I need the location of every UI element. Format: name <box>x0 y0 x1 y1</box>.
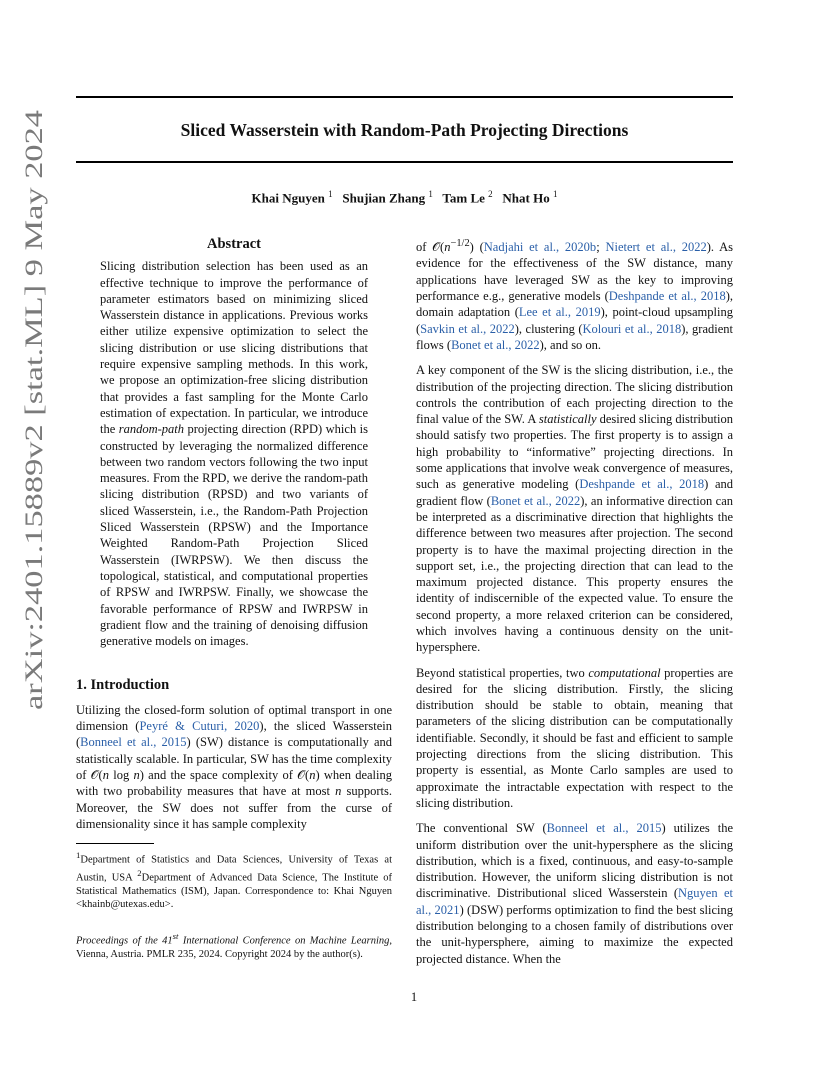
author-name: Tam Le <box>442 190 485 206</box>
citation-link[interactable]: Kolouri et al., 2018 <box>582 321 682 336</box>
citation-link[interactable]: Nadjahi et al., 2020b <box>483 240 597 255</box>
citation-link[interactable]: Deshpande et al., 2018 <box>608 289 726 304</box>
citation-link[interactable]: Bonneel et al., 2015 <box>80 735 187 750</box>
author-affiliation: 1 <box>552 189 558 199</box>
author-affiliation: 1 <box>428 189 433 199</box>
citation-link[interactable]: Bonet et al., 2022 <box>490 493 581 508</box>
page-number: 1 <box>410 990 418 1004</box>
citation-link[interactable]: Lee et al., 2019 <box>518 305 601 320</box>
affiliation-footnote: $^1$Department of Statistics and Data Sciences, University of Texas at Austin, USA $^2$Department of Advanced Data Science, The Institute of Statistical Mathematics (ISM), Japan. Correspondence to: Khai Nguyen <khainb@utexas.edu>. <box>76 850 392 911</box>
left-column <box>76 236 392 961</box>
arxiv-sidebar <box>12 40 52 770</box>
citation-link[interactable]: Bonneel et al., 2015 <box>546 821 662 836</box>
intro-paragraph: Utilizing the closed-form solution of optimal transport in one dimension (Peyré & Cuturi, 2020), the sliced Wasserstein (Bonneel et al., 2015) (SW) distance is computationally and statistically scalable. In particular, SW has the time complexity of 𝒪(n log n) and the space complexity of 𝒪(n) when dealing with two probability measures that have at most n supports. Moreover, the SW does not suffer from the curse of dimensionality since it has sample complexity <box>76 702 393 831</box>
author-name: Shujian Zhang <box>342 190 426 206</box>
abstract-emphasis: random-path <box>118 422 185 437</box>
citation-link[interactable]: Deshpande et al., 2018 <box>579 477 705 492</box>
author-name: Khai Nguyen <box>251 190 325 206</box>
section-heading-introduction: 1. Introduction <box>76 677 170 694</box>
paper-title: Sliced Wasserstein with Random-Path Projecting Directions <box>180 120 629 140</box>
right-column <box>416 236 733 976</box>
body-paragraph: of $𝒪(n^{-1/2})$ (Nadjahi et al., 2020b; Nietert et al., 2022). As evidence for the effectiveness of the SW distance, many applications have leveraged SW as the key to improving performance e.g., generative models (Deshpande et al., 2018), domain adaptation (Lee et al., 2019), point-cloud upsampling (Savkin et al., 2022), clustering (Kolouri et al., 2018), gradient flows (Bonet et al., 2022), and so on. <box>416 238 734 352</box>
arxiv-identifier: arXiv:2401.15889v2 [stat.ML] 9 May 2024 <box>21 273 48 710</box>
footnote-rule <box>76 843 154 844</box>
author-name: Nhat Ho <box>502 190 550 206</box>
author-affiliation: 1 <box>328 189 333 199</box>
author-affiliation: 2 <box>488 189 493 199</box>
citation-link[interactable]: Peyré & Cuturi, 2020 <box>139 719 260 734</box>
body-paragraph: The conventional SW (Bonneel et al., 2015) utilizes the uniform distribution over the unit-hypersphere as the slicing distribution, which is a fixed, continuous, and easy-to-sample distribution. However, the uniform slicing distribution is not discriminative. Distributional sliced Wasserstein (Nguyen et al., 2021) (DSW) performs optimization to find the best slicing distribution belonging to a chosen family of distributions over the unit-hypersphere, aiming to maximize the expected projected distance. When the <box>416 821 734 966</box>
citation-link[interactable]: Nguyen et al., 2021 <box>416 886 733 917</box>
abstract-text: Slicing distribution selection has been used as an effective technique to improve the performance of parameter estimators based on minimizing sliced Wasserstein distance in applications. Previous works either utilize expensive optimization to select the slicing distribution or use slicing distributions that require expensive sampling methods. In this work, we propose an optimization-free slicing distribution that provides a fast sampling for the Monte Carlo estimation of expectation. In particular, we introduce the <box>100 259 368 437</box>
body-paragraph: A key component of the SW is the slicing distribution, i.e., the distribution of the projecting direction. The slicing distribution controls the contribution of each projecting direction to the final value of the SW. A statistically desired slicing distribution should satisfy two properties. The first property is to assign a high probability to “informative” projecting directions. In some applications that involve weak convergence of measures, such as generative modeling (Deshpande et al., 2018) and gradient flow (Bonet et al., 2022), an informative direction can be interpreted as a discriminative direction that highlights the difference between two measures after projection. The second property is to have the maximal projecting direction in the support set, i.e., the projecting direction that can lead to the maximum projected distance. This property ensures the identity of indiscernible of the expected value. To ensure the second property, a more relaxed criterion can be considered, which involves having a continuous density on the unit-hypersphere. <box>416 363 733 655</box>
citation-link[interactable]: Savkin et al., 2022 <box>420 321 515 336</box>
title-rule-top <box>76 96 733 98</box>
author-list <box>76 189 733 206</box>
body-paragraph: Beyond statistical properties, two computational properties are desired for the slicing distribution. Firstly, the slicing distribution should be stable to obtain, meaning that parameters of the slicing distribution can be computationally identifiable. Secondly, it should be fast and efficient to sample projecting directions from the slicing distribution. This property is essential, as Monte Carlo samples are used to approximate the intractable expectation with respect to the slicing distribution. <box>416 665 733 810</box>
abstract-body <box>76 258 392 649</box>
title-rule-bottom <box>76 161 733 163</box>
citation-link[interactable]: Bonet et al., 2022 <box>451 337 540 352</box>
proceedings-note: Proceedings of the 41st International Conference on Machine Learning, Vienna, Austria. PMLR 235, 2024. Copyright 2024 by the author(s). <box>76 930 392 960</box>
citation-link[interactable]: Nietert et al., 2022 <box>605 240 707 255</box>
abstract-heading: Abstract <box>207 236 261 252</box>
abstract-text: projecting direction (RPD) which is constructed by leveraging the normalized difference between two random vectors following the two input measures. From the RPD, we derive the random-path slicing distribution (RPSD) and two variants of sliced Wasserstein, i.e., the Random-Path Projection Sliced Wasserstein (RPSW) and the Importance Weighted Random-Path Projection Sliced Wasserstein (IWRPSW). We then discuss the topological, statistical, and computational properties of RPSW and IWRPSW. Finally, we showcase the favorable performance of RPSW and IWRPSW in gradient flow and the training of denoising diffusion generative models on images. <box>100 422 368 649</box>
